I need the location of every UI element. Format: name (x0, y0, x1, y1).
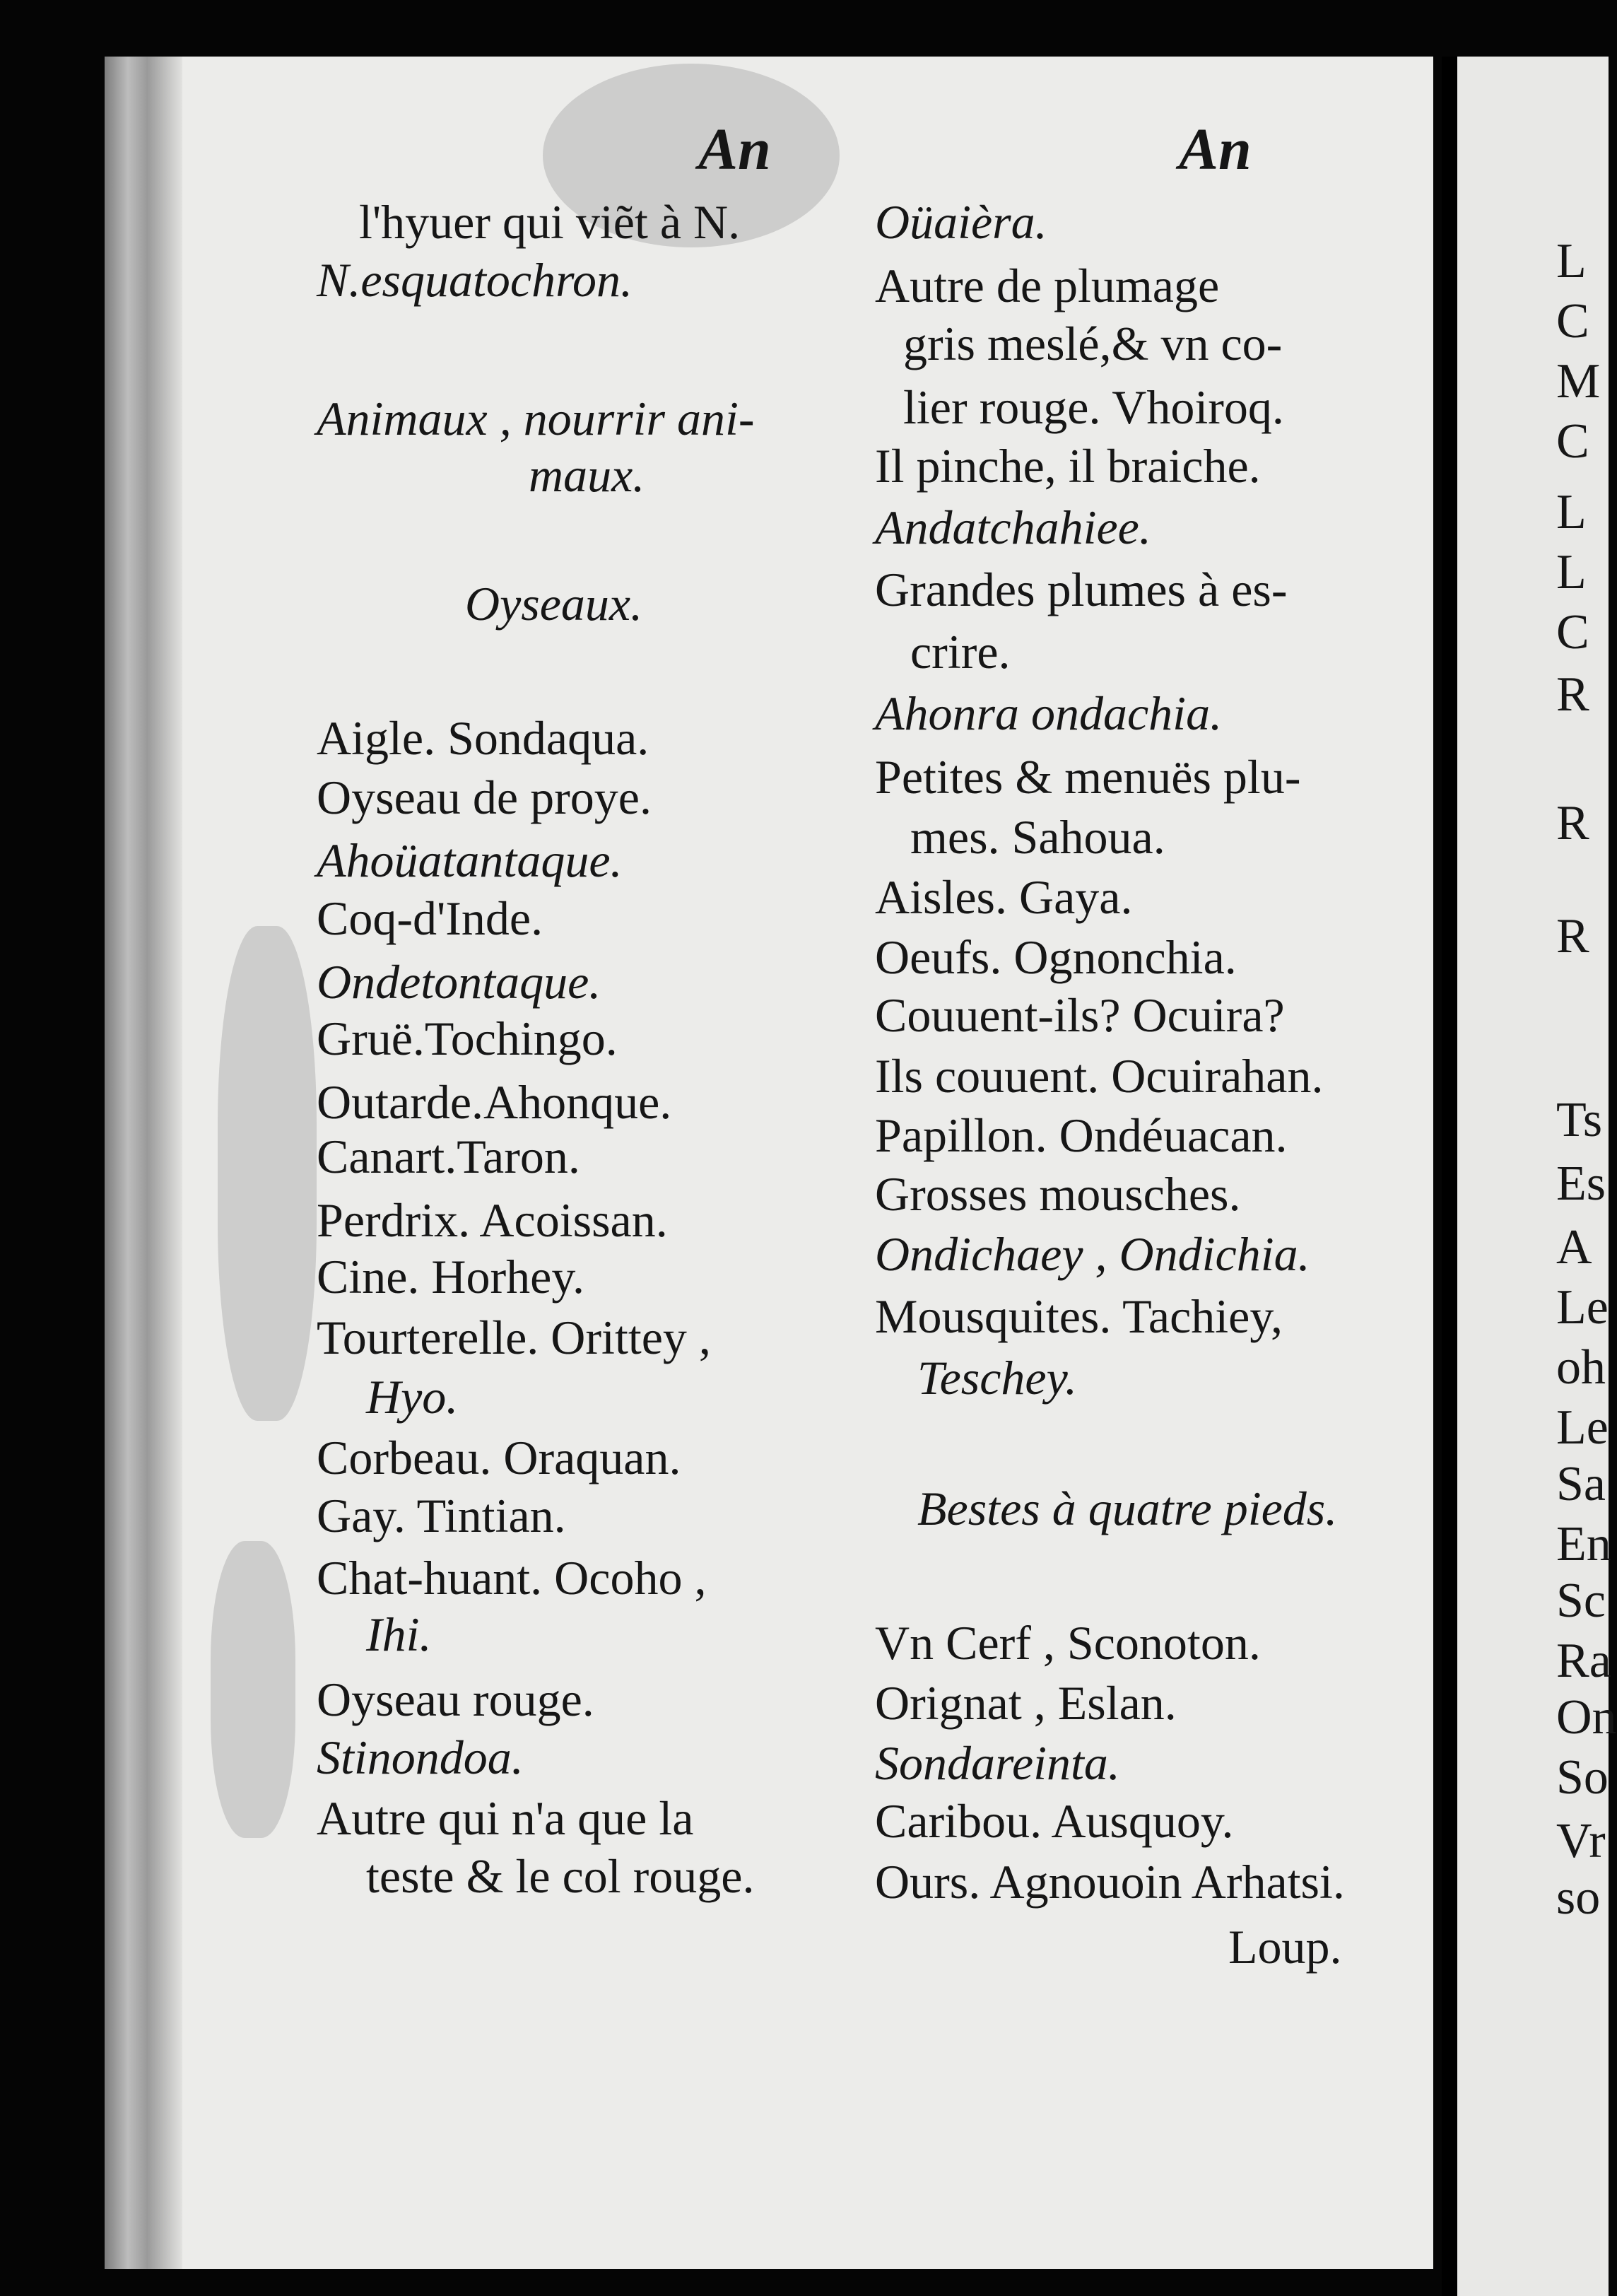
facing-page-fragment: Es (1556, 1156, 1606, 1211)
right_column-line: Loup. (1228, 1920, 1342, 1974)
facing-page-fragment: Sa (1556, 1457, 1606, 1511)
facing-page-fragment: L (1556, 234, 1587, 288)
right_column-line: Papillon. Ondéuacan. (875, 1108, 1288, 1162)
facing-page-fragment: R (1556, 796, 1589, 850)
right_column-line: Grandes plumes à es- (875, 563, 1288, 616)
left_column-line: Outarde.Ahonque. (317, 1075, 672, 1129)
right_column-line: crire. (910, 625, 1011, 679)
right_column-line: Andatchahiee. (875, 500, 1151, 554)
facing-page-fragment: So (1556, 1750, 1609, 1805)
right_column-line: Oüaièra. (875, 195, 1047, 249)
facing-page-fragment: Sc (1556, 1574, 1606, 1628)
right_column-line: Couuent-ils? Ocuira? (875, 988, 1285, 1042)
left_column-line: Cine. Horhey. (317, 1250, 584, 1304)
facing-page-fragment: Ra (1556, 1634, 1611, 1688)
left_column-line: Gay. Tintian. (317, 1489, 566, 1542)
right_column-line: Orignat , Eslan. (875, 1676, 1177, 1730)
right_column-line: Vn Cerf , Sconoton. (875, 1616, 1261, 1670)
right_column-line: Ahonra ondachia. (875, 686, 1223, 740)
left_column-line: teste & le col rouge. (366, 1849, 755, 1903)
book-gutter (1442, 57, 1457, 2296)
left_column-line: Corbeau. Oraquan. (317, 1431, 681, 1484)
facing-page-fragment: L (1556, 545, 1587, 599)
right-column (875, 57, 1426, 2269)
left_column-line: Autre qui n'a que la (317, 1791, 694, 1845)
facing-page-fragment: oh (1556, 1340, 1606, 1395)
left_column-line: Hyo. (366, 1370, 459, 1424)
right_column-line: Petites & menuës plu- (875, 750, 1301, 804)
facing-page-fragment: Ts (1556, 1093, 1603, 1147)
right_column-line: Ondichaey , Ondichia. (875, 1227, 1310, 1281)
column-header: An (1179, 117, 1252, 182)
facing-page-fragment: C (1556, 414, 1589, 469)
left_column-line: Oyseau rouge. (317, 1673, 594, 1726)
facing-page-fragment: Vr (1556, 1814, 1606, 1868)
right_column-line: Teschey. (917, 1351, 1078, 1405)
left_column-line: Canart.Taron. (317, 1130, 580, 1183)
facing-page-fragment: L (1556, 485, 1587, 539)
column-header: An (698, 117, 771, 182)
left_column-line: Ahoüatantaque. (317, 833, 623, 887)
left_column-line: Oyseau de proye. (317, 771, 652, 824)
facing-page-fragment: En (1556, 1517, 1611, 1571)
right_column-line: Mousquites. Tachiey, (875, 1289, 1283, 1343)
left_column-line: maux. (529, 448, 645, 502)
facing-page-fragment: Le (1556, 1280, 1609, 1335)
facing-page-fragment: M (1556, 354, 1601, 409)
right_column-line: Grosses mousches. (875, 1167, 1241, 1221)
water-stain (218, 926, 317, 1421)
facing-page-fragment: On (1556, 1690, 1617, 1745)
left_column-line: Gruë.Tochingo. (317, 1012, 618, 1065)
facing-page (1457, 57, 1617, 2296)
left-column (317, 57, 939, 2269)
left_column-line: Perdrix. Acoissan. (317, 1193, 668, 1247)
facing-page-fragment: so (1556, 1870, 1601, 1925)
facing-page-fragment: C (1556, 294, 1589, 348)
left_column-line: Ondetontaque. (317, 955, 601, 1009)
right_column-line: Ours. Agnouoin Arhatsi. (875, 1855, 1345, 1909)
right_column-line: Il pinche, il braiche. (875, 439, 1261, 493)
right_column-line: lier rouge. Vhoiroq. (903, 380, 1284, 434)
facing-page-fragment: R (1556, 909, 1589, 964)
left_column-line: Coq-d'Inde. (317, 891, 543, 945)
left_column-line: Tourterelle. Orittey , (317, 1311, 711, 1364)
facing-page-fragment: A (1556, 1220, 1592, 1275)
right_column-line: gris meslé,& vn co- (903, 317, 1283, 370)
right_column-line: Autre de plumage (875, 259, 1220, 312)
facing-page-fragment: Le (1556, 1400, 1609, 1455)
left_column-line: Ihi. (366, 1607, 432, 1661)
water-stain (211, 1541, 295, 1838)
left_column-line: Stinondoa. (317, 1730, 524, 1784)
right_column-line: Ils couuent. Ocuirahan. (875, 1049, 1324, 1103)
right_column-line: Oeufs. Ognonchia. (875, 930, 1237, 984)
facing-page-fragment: R (1556, 667, 1589, 722)
right_column-line: mes. Sahoua. (910, 810, 1165, 864)
book-page (105, 57, 1433, 2269)
right_column-line: Sondareinta. (875, 1736, 1120, 1790)
page-edge-shadow (105, 57, 182, 2269)
left_column-line: Aigle. Sondaqua. (317, 711, 649, 765)
left_column-line: Oyseaux. (465, 577, 643, 631)
right_column-line: Aisles. Gaya. (875, 870, 1133, 924)
right_column-line: Bestes à quatre pieds. (917, 1482, 1338, 1535)
left_column-line: l'hyuer qui viẽt à N. (359, 195, 741, 249)
right_column-line: Caribou. Ausquoy. (875, 1794, 1234, 1848)
left_column-line: Animaux , nourrir ani- (317, 392, 755, 445)
facing-page-fragment: C (1556, 605, 1589, 660)
left_column-line: N.esquatochron. (317, 253, 633, 307)
left_column-line: Chat-huant. Ocoho , (317, 1551, 707, 1605)
